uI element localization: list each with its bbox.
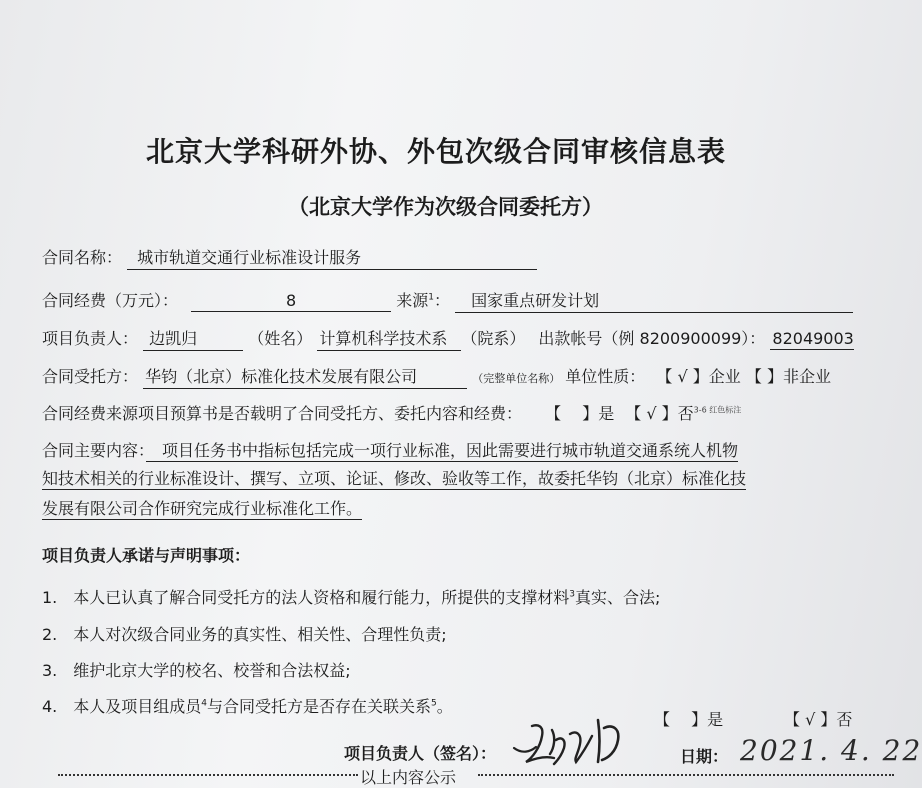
budget-yes: 【 】是 bbox=[545, 404, 615, 423]
commitment-item-1-text: 1. 本人已认真了解合同受托方的法人资格和履行能力，所提供的支撑材料 bbox=[42, 588, 570, 607]
footer-note: 以上内容公示 bbox=[360, 768, 457, 787]
date-value: 2021. 4. 22 bbox=[740, 734, 922, 767]
item-4-yes: 【 】是 bbox=[654, 710, 724, 729]
account-value: 82049003 bbox=[772, 329, 854, 348]
budget-row bbox=[42, 401, 741, 424]
commitment-item-1-tail: 真实、合法; bbox=[575, 588, 661, 607]
content-line-2: 知技术相关的行业标准设计、撰写、立项、论证、修改、验收等工作，故委托华钧（北京）标准化技 bbox=[42, 469, 747, 488]
document-subtitle: （北京大学作为次级合同委托方） bbox=[288, 194, 603, 219]
pi-row bbox=[42, 326, 854, 351]
commitment-item-4-a: 4. 本人及项目组成员 bbox=[42, 697, 202, 716]
item-4-no: 【 √ 】否 bbox=[784, 710, 853, 729]
budget-question: 合同经费来源项目预算书是否载明了合同受托方、委托内容和经费： bbox=[42, 404, 523, 423]
date-label: 日期： bbox=[680, 747, 729, 766]
content-line-2-row bbox=[42, 466, 746, 489]
funds-value: 8 bbox=[191, 291, 391, 312]
content-line-3-row bbox=[42, 496, 362, 519]
contractee-row bbox=[42, 364, 831, 389]
commitment-item-1 bbox=[42, 585, 660, 608]
document-title: 北京大学科研外协、外包次级合同审核信息表 bbox=[146, 135, 727, 168]
funds-row bbox=[42, 288, 853, 313]
dept-hint: （院系） bbox=[461, 329, 526, 348]
commitment-item-1-footnote: 3 bbox=[569, 589, 576, 600]
content-label: 合同主要内容： bbox=[42, 441, 147, 460]
source-footnote: 1 bbox=[428, 292, 434, 303]
commitment-item-2: 2. 本人对次级合同业务的真实性、相关性、合理性负责; bbox=[42, 625, 447, 644]
contract-name-row bbox=[42, 245, 537, 270]
source-label: 来源 bbox=[396, 291, 429, 310]
source-value: 国家重点研发计划 bbox=[455, 288, 853, 313]
pi-value: 边凯归 bbox=[143, 326, 243, 351]
contractee-label: 合同受托方： bbox=[42, 367, 139, 386]
signature-label: 项目负责人（签名）： bbox=[344, 744, 497, 763]
contract-name-label: 合同名称： bbox=[42, 248, 123, 267]
handwritten-signature bbox=[508, 714, 638, 774]
commitment-item-4-c: 。 bbox=[436, 697, 453, 716]
commitment-item-4-footnote-1: 4 bbox=[201, 698, 208, 709]
commitment-item-4-b: 与合同受托方是否存在关联关系 bbox=[207, 697, 432, 716]
content-line-1-row bbox=[42, 438, 738, 461]
budget-no: 【 √ 】否 bbox=[625, 404, 694, 423]
contract-name-value: 城市轨道交通行业标准设计服务 bbox=[127, 245, 537, 270]
account-label: 出款帐号（例 8200900099）： bbox=[538, 329, 766, 348]
source-colon: ： bbox=[433, 291, 450, 310]
footer-divider-left bbox=[58, 774, 358, 776]
contractee-hint: （完整单位名称） bbox=[472, 372, 561, 385]
name-hint: （姓名） bbox=[248, 329, 313, 348]
unit-type-enterprise: 【 √ 】企业 bbox=[656, 367, 741, 386]
budget-note: 3-6 红色标注 bbox=[693, 405, 742, 415]
commitment-item-4 bbox=[42, 694, 453, 717]
funds-label: 合同经费（万元）： bbox=[42, 291, 179, 310]
content-line-3: 发展有限公司合作研究完成行业标准化工作。 bbox=[42, 499, 363, 518]
unit-type-non-enterprise: 【 】非企业 bbox=[745, 367, 831, 386]
commitments-title: 项目负责人承诺与声明事项： bbox=[42, 546, 251, 565]
commitment-item-3: 3. 维护北京大学的校名、校誉和合法权益; bbox=[42, 661, 351, 680]
pi-label: 项目负责人： bbox=[42, 329, 139, 348]
dept-value: 计算机科学技术系 bbox=[317, 326, 461, 351]
content-line-1: 项目任务书中指标包括完成一项行业标准，因此需要进行城市轨道交通系统人机物 bbox=[146, 441, 739, 460]
commitment-item-4-footnote-2: 5 bbox=[431, 698, 437, 709]
contractee-value: 华钧（北京）标准化技术发展有限公司 bbox=[143, 364, 467, 389]
footer-divider-right bbox=[478, 774, 894, 776]
unit-type-label: 单位性质： bbox=[565, 367, 646, 386]
